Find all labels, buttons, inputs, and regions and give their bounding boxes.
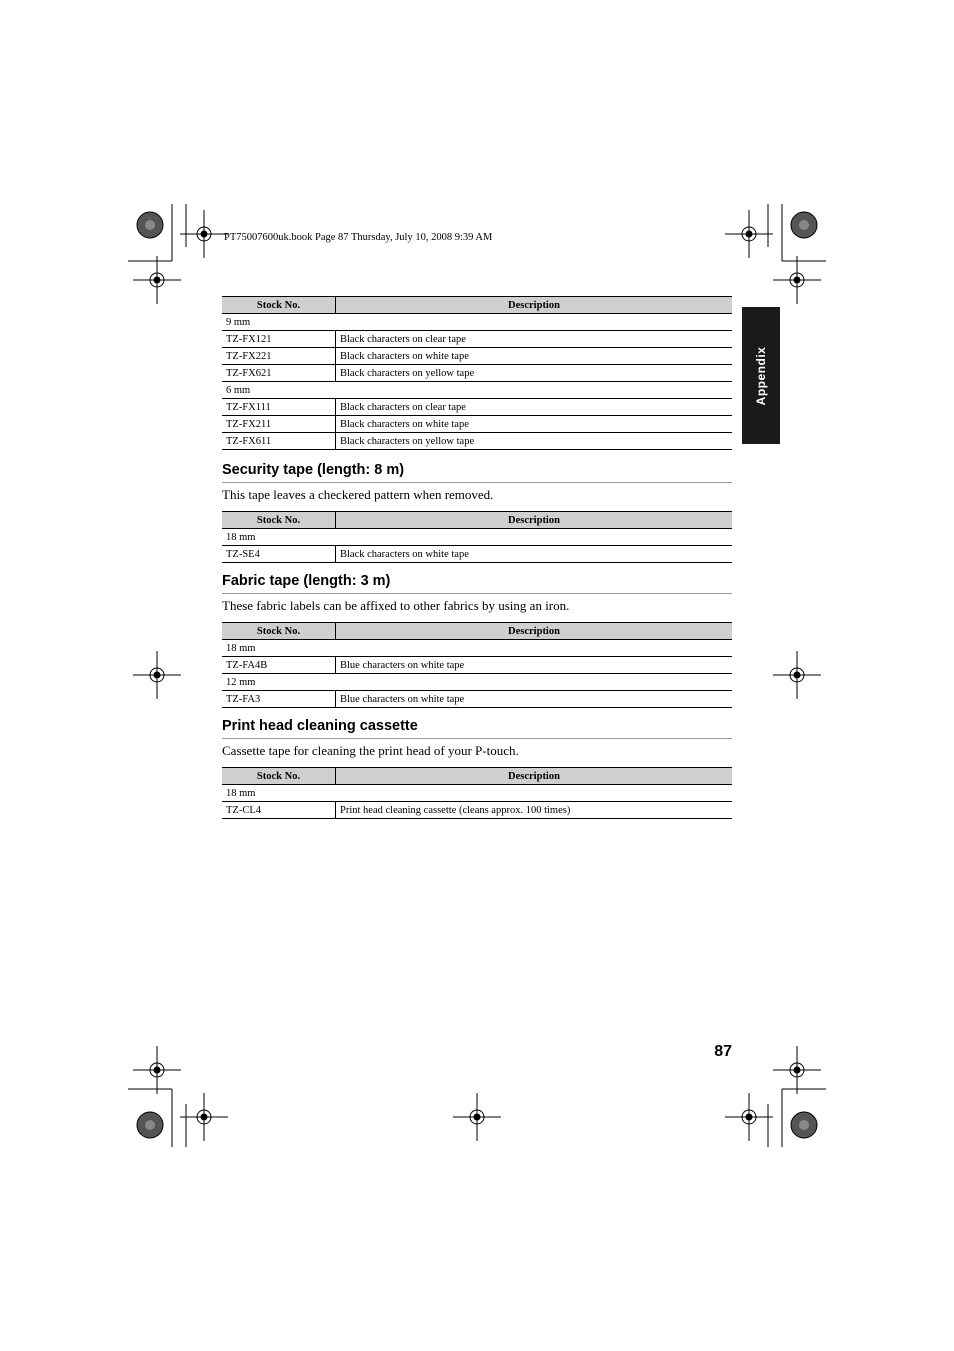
column-header-stock: Stock No. (222, 623, 336, 640)
table-row: TZ-FX121 Black characters on clear tape (222, 331, 732, 348)
book-header: PT75007600uk.book Page 87 Thursday, July 10, 2008 9:39 AM (224, 232, 493, 243)
table-row: TZ-FX621 Black characters on yellow tape (222, 365, 732, 382)
registration-mark-icon (725, 210, 773, 258)
size-row: 6 mm (222, 382, 732, 399)
section-title-cleaning: Print head cleaning cassette (222, 717, 732, 739)
registration-mark-icon (133, 1046, 181, 1094)
column-header-description: Description (336, 768, 733, 785)
column-header-stock: Stock No. (222, 768, 336, 785)
starburst-mark-icon (791, 212, 817, 238)
appendix-tab-label: Appendix (754, 346, 768, 405)
size-row: 18 mm (222, 785, 732, 802)
tape-table-security (222, 511, 732, 563)
section-text-cleaning: Cassette tape for cleaning the print head of your P-touch. (222, 743, 519, 758)
registration-mark-icon (133, 651, 181, 699)
tape-table-flexible (222, 296, 732, 450)
starburst-mark-icon (791, 1112, 817, 1138)
size-row: 12 mm (222, 674, 732, 691)
table-row: TZ-FX611 Black characters on yellow tape (222, 433, 732, 450)
page-content (222, 296, 732, 819)
table-row: TZ-FA3 Blue characters on white tape (222, 691, 732, 708)
registration-mark-icon (773, 256, 821, 304)
registration-mark-icon (180, 210, 228, 258)
column-header-description: Description (336, 297, 733, 314)
column-header-description: Description (336, 512, 733, 529)
registration-mark-icon (180, 1093, 228, 1141)
column-header-stock: Stock No. (222, 512, 336, 529)
table-row: TZ-FX211 Black characters on white tape (222, 416, 732, 433)
section-title-security: Security tape (length: 8 m) (222, 461, 732, 483)
registration-mark-icon (773, 1046, 821, 1094)
page-number: 87 (714, 1043, 732, 1060)
table-row: TZ-SE4 Black characters on white tape (222, 546, 732, 563)
registration-mark-icon (725, 1093, 773, 1141)
registration-mark-icon (773, 651, 821, 699)
table-row: TZ-FX221 Black characters on white tape (222, 348, 732, 365)
section-text-security: This tape leaves a checkered pattern when removed. (222, 487, 494, 502)
size-row: 9 mm (222, 314, 732, 331)
table-row: TZ-FX111 Black characters on clear tape (222, 399, 732, 416)
size-row: 18 mm (222, 529, 732, 546)
section-text-fabric: These fabric labels can be affixed to other fabrics by using an iron. (222, 598, 570, 613)
table-row: TZ-CL4 Print head cleaning cassette (cleans approx. 100 times) (222, 802, 732, 819)
tape-table-fabric (222, 622, 732, 708)
starburst-mark-icon (137, 212, 163, 238)
table-row: TZ-FA4B Blue characters on white tape (222, 657, 732, 674)
size-row: 18 mm (222, 640, 732, 657)
section-title-fabric: Fabric tape (length: 3 m) (222, 572, 732, 594)
starburst-mark-icon (137, 1112, 163, 1138)
column-header-description: Description (336, 623, 733, 640)
registration-mark-icon (453, 1093, 501, 1141)
column-header-stock: Stock No. (222, 297, 336, 314)
registration-mark-icon (133, 256, 181, 304)
tape-table-cleaning (222, 767, 732, 819)
appendix-tab (742, 307, 780, 444)
